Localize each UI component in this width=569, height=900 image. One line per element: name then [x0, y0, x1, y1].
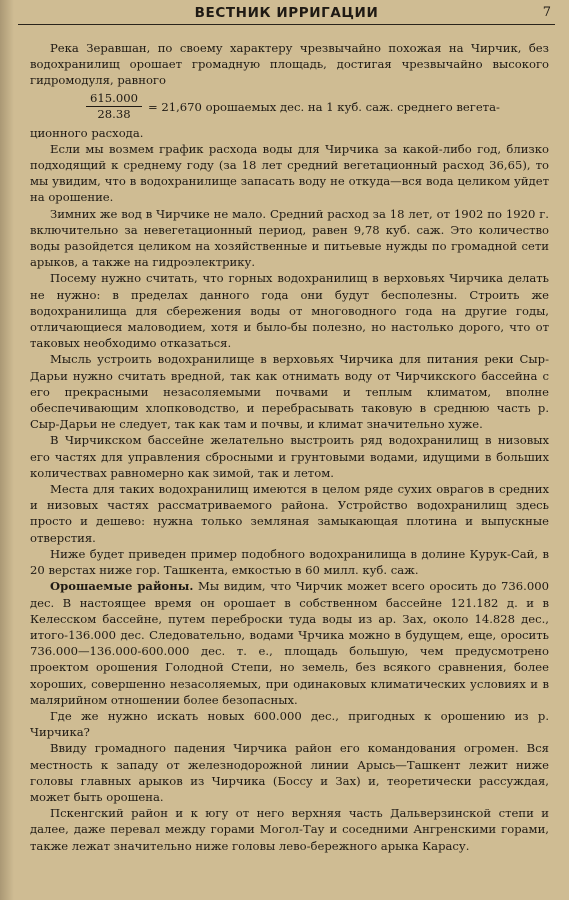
- paragraph: Посему нужно считать, что горных водохранилищ в верховьях Чирчика делать не нужно: в пределах данного года они будут бесполезны. Строить же водохранилища для сбережения воды от многоводного года на другие годы, отличающиеся маловодием, хотя и было-бы полезно, но настолько дорого, что от таковых необходимо отказаться.: [30, 271, 549, 351]
- paragraph: Пскенгский район и к югу от него верхняя часть Дальверзинской степи и далее, даже перевал между горами Могол-Тау и соседними Ангренскими горами, также лежат значительно ниже головы лево-бережного арыка Карасу.: [30, 806, 549, 853]
- formula-denominator: 28.38: [97, 107, 131, 122]
- question-paragraph: Где же нужно искать новых 600.000 дес., пригодных к орошению из р. Чирчика?: [30, 708, 549, 740]
- article-body: [30, 40, 549, 880]
- intro-paragraph: Река Зеравшан, по своему характеру чрезвычайно похожая на Чирчик, без водохранилищ орошает громадную площадь, достигая чрезвычайно высокого гидромодуля, равного: [30, 41, 549, 88]
- hydromodule-formula: [86, 90, 549, 124]
- page-number: 7: [542, 5, 551, 20]
- journal-title: ВЕСТНИК ИРРИГАЦИИ: [194, 5, 379, 21]
- paragraph: Места для таких водохранилищ имеются в целом ряде сухих оврагов в средних и низовых частях рассматриваемого района. Устройство водохранилищ здесь просто и дешево: нужна только земляная замыкающая плотина и выпускные отверстия.: [30, 482, 549, 545]
- paragraph: Зимних же вод в Чирчике не мало. Средний расход за 18 лет, от 1902 по 1920 г. включительно за невегетационный период, равен 9,78 куб. саж. Это количество воды разойдется целиком на хозяйственные и питьевые нужды по громадной сети арыков, а также на гидроэлектрику.: [30, 206, 549, 270]
- formula-fraction: [86, 91, 142, 122]
- irrigated-areas-paragraph: [30, 578, 549, 708]
- paragraph: В Чирчикском бассейне желательно выстроить ряд водохранилищ в низовых его частях для управления сбросными и грунтовыми водами, идущими в больших количествах равномерно как зимой, так и летом.: [30, 433, 549, 480]
- page-edge-shadow: [0, 0, 14, 900]
- running-header: [18, 4, 555, 25]
- formula-continuation: ционного расхода.: [30, 125, 144, 140]
- paragraph: Если мы возмем график расхода воды для Чирчика за какой-либо год, близко подходящий к среднему году (за 18 лет средний вегетационный расход 36,65), то мы увидим, что в водохранилище запасать воду не откуда—вся вода целиком уйдет на орошение.: [30, 141, 549, 205]
- formula-numerator: 615.000: [86, 91, 142, 107]
- formula-result: = 21,670 орошаемых дес. на 1 куб. саж. среднего вегета-: [147, 99, 500, 114]
- section-heading: Орошаемые районы.: [50, 579, 194, 594]
- paragraph: Мысль устроить водохранилище в верховьях Чирчика для питания реки Сыр-Дарьи нужно считать вредной, так как отнимать воду от Чирчикского бассейна с его прекрасными незасоляемыми почвами и теплым климатом, вполне обеспечивающим хлопководство, и перебрасывать таковую в среднюю часть р. Сыр-Дарьи не следует, так как там и почвы, и климат значительно хуже.: [30, 352, 549, 432]
- paragraph: Ввиду громадного падения Чирчика район его командования огромен. Вся местность к западу от железнодорожной линии Арысь—Ташкент лежит ниже головы главных арыков из Чирчика (Боссу и Зах) и, теоретически рассуждая, может быть орошена.: [30, 741, 549, 804]
- paragraph: Ниже будет приведен пример подобного водохранилища в долине Курук-Сай, в 20 верстах ниже гор. Ташкента, емкостью в 60 милл. куб. саж.: [30, 546, 549, 578]
- section-text: Мы видим, что Чирчик может всего оросить до 736.000 дес. В настоящее время он орошает в собственном бассейне 121.182 д. и в Келесском бассейне, путем переброски туда воды из ар. Зах, около 14.828 дес., итого-136.000 дес. Следовательно, водами Чрчика можно в будущем, еще, оросить 736.000—136.000-600.000 дес. т. е., площадь большую, чем предусмотрено проектом орошения Голодной Степи, но земель, без всякого сравнения, более хороших, совершенно незасоляемых, при одинаковых климатических условиях и в малярийном отношении более безопасных.: [30, 579, 549, 707]
